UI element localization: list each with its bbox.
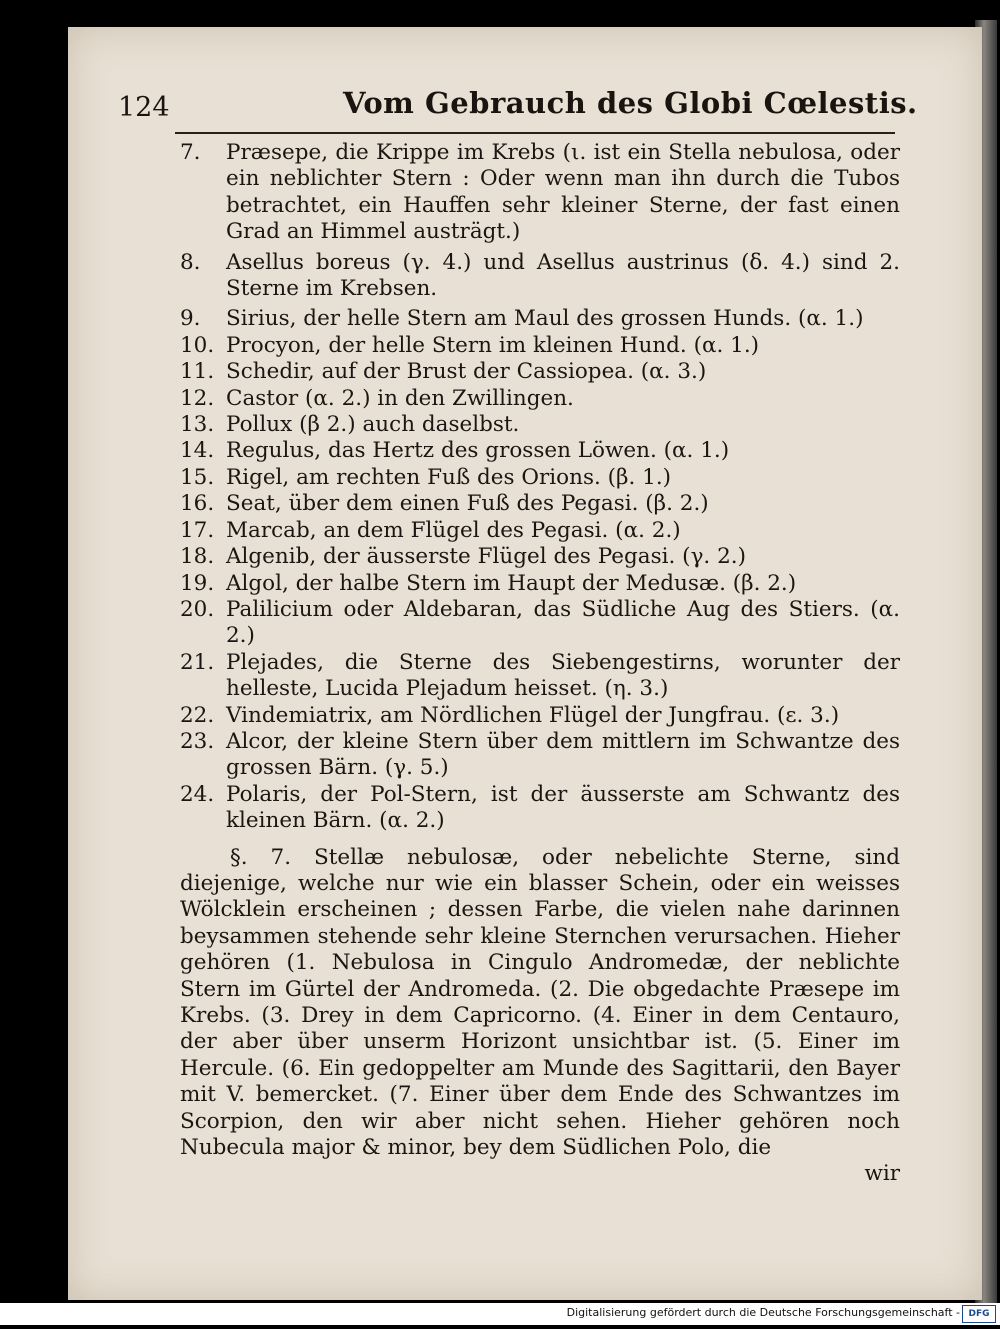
header-rule: [175, 132, 895, 134]
list-item-number: 20.: [180, 596, 215, 622]
star-list: [180, 140, 900, 835]
list-item: [180, 571, 900, 597]
list-item-text: Rigel, am rechten Fuß des Orions. (β. 1.): [226, 464, 672, 490]
list-item-text: Præsepe, die Krippe im Krebs (ι. ist ein Stella nebulosa, oder ein neblichter Stern : Oder wenn man ihn durch die Tubos betrachtet, ein Hauffen sehr kleiner Sterne, der fast einen Grad an Himmel austrägt.): [226, 140, 900, 245]
list-item-text: Asellus boreus (γ. 4.) und Asellus austrinus (δ. 4.) sind 2. Sterne im Krebsen.: [226, 249, 900, 302]
list-item-text: Seat, über dem einen Fuß des Pegasi. (β. 2.): [226, 491, 709, 517]
catchword: wir: [864, 1161, 900, 1187]
list-item: [180, 333, 900, 359]
list-item: [180, 412, 900, 438]
dfg-logo: DFG: [962, 1305, 996, 1323]
list-item-number: 19.: [180, 570, 215, 596]
list-item-text: Sirius, der helle Stern am Maul des grossen Hunds. (α. 1.): [226, 306, 864, 332]
page-header: [118, 86, 918, 126]
list-item-number: 18.: [180, 544, 215, 570]
list-item: [180, 544, 900, 570]
list-item: [180, 650, 900, 703]
list-item-number: 11.: [180, 359, 215, 385]
list-item-text: Algol, der halbe Stern im Haupt der Medusæ. (β. 2.): [226, 570, 797, 596]
list-item: [180, 359, 900, 385]
list-item: [180, 465, 900, 491]
footer-credit: Digitalisierung gefördert durch die Deutsche Forschungsgemeinschaft -: [566, 1306, 960, 1319]
list-item: [180, 703, 900, 729]
list-item: [180, 729, 900, 782]
list-item-number: 10.: [180, 332, 215, 358]
list-item-number: 24.: [180, 781, 215, 807]
page-body: [180, 140, 900, 1188]
list-item-number: 22.: [180, 702, 215, 728]
list-item-text: Procyon, der helle Stern im kleinen Hund. (α. 1.): [226, 332, 760, 358]
digitization-footer: [0, 1303, 1000, 1325]
list-item-number: 8.: [180, 249, 201, 275]
list-item: [180, 518, 900, 544]
list-item-number: 16.: [180, 491, 215, 517]
list-item: [180, 597, 900, 650]
list-item-text: Algenib, der äusserste Flügel des Pegasi. (γ. 2.): [226, 544, 746, 570]
list-item-text: Castor (α. 2.) in den Zwillingen.: [226, 385, 574, 411]
list-item: [180, 491, 900, 517]
list-item-number: 17.: [180, 517, 215, 543]
list-item: [180, 250, 900, 303]
list-item: [180, 306, 900, 332]
list-item: [180, 386, 900, 412]
list-item-number: 23.: [180, 728, 215, 754]
list-item-number: 7.: [180, 140, 201, 165]
list-item-text: Polaris, der Pol-Stern, ist der äusserste am Schwantz des kleinen Bärn. (α. 2.): [226, 781, 900, 834]
list-item: [180, 140, 900, 246]
list-item-text: Marcab, an dem Flügel des Pegasi. (α. 2.): [226, 517, 681, 543]
list-item-text: Vindemiatrix, am Nördlichen Flügel der Jungfrau. (ε. 3.): [226, 702, 840, 728]
list-item-number: 13.: [180, 412, 215, 438]
list-item-text: Plejades, die Sterne des Siebengestirns, worunter der helleste, Lucida Plejadum heisset. (η. 3.): [226, 649, 900, 702]
paragraph-section-7: §. 7. Stellæ nebulosæ, oder nebelichte Sterne, sind diejenige, welche nur wie ein blasser Schein, oder ein weisses Wölcklein erscheinen ; dessen Farbe, die vielen nahe darinnen beysammen stehende sehr kleine Sternchen verursachen. Hieher gehören (1. Nebulosa in Cingulo Andromedæ, der neblichte Stern im Gürtel der Andromeda. (2. Die obgedachte Præsepe im Krebs. (3. Drey in dem Capricorno. (4. Einer in dem Centauro, der aber über unserm Horizont unsichtbar ist. (5. Einer im Hercule. (6. Ein gedoppelter am Munde des Sagittarii, den Bayer mit V. bemercket. (7. Einer über dem Ende des Schwantzes im Scorpion, den wir aber nicht sehen. Hieher gehören noch Nubecula major & minor, bey dem Südlichen Polo, die: [180, 844, 900, 1161]
list-item-number: 9.: [180, 306, 201, 332]
page-number: 124: [118, 92, 170, 123]
list-item-number: 21.: [180, 649, 215, 675]
list-item-number: 15.: [180, 464, 215, 490]
list-item: [180, 438, 900, 464]
list-item-number: 14.: [180, 438, 215, 464]
list-item-text: Schedir, auf der Brust der Cassiopea. (α. 3.): [226, 359, 707, 385]
list-item: [180, 782, 900, 835]
list-item-number: 12.: [180, 385, 215, 411]
list-item-text: Alcor, der kleine Stern über dem mittlern im Schwantze des grossen Bärn. (γ. 5.): [226, 728, 900, 781]
list-item-text: Palilicium oder Aldebaran, das Südliche Aug des Stiers. (α. 2.): [226, 596, 900, 649]
list-item-text: Pollux (β 2.) auch daselbst.: [226, 412, 520, 438]
running-head: Vom Gebrauch des Globi Cœlestis.: [343, 86, 918, 120]
list-item-text: Regulus, das Hertz des grossen Löwen. (α. 1.): [226, 438, 730, 464]
